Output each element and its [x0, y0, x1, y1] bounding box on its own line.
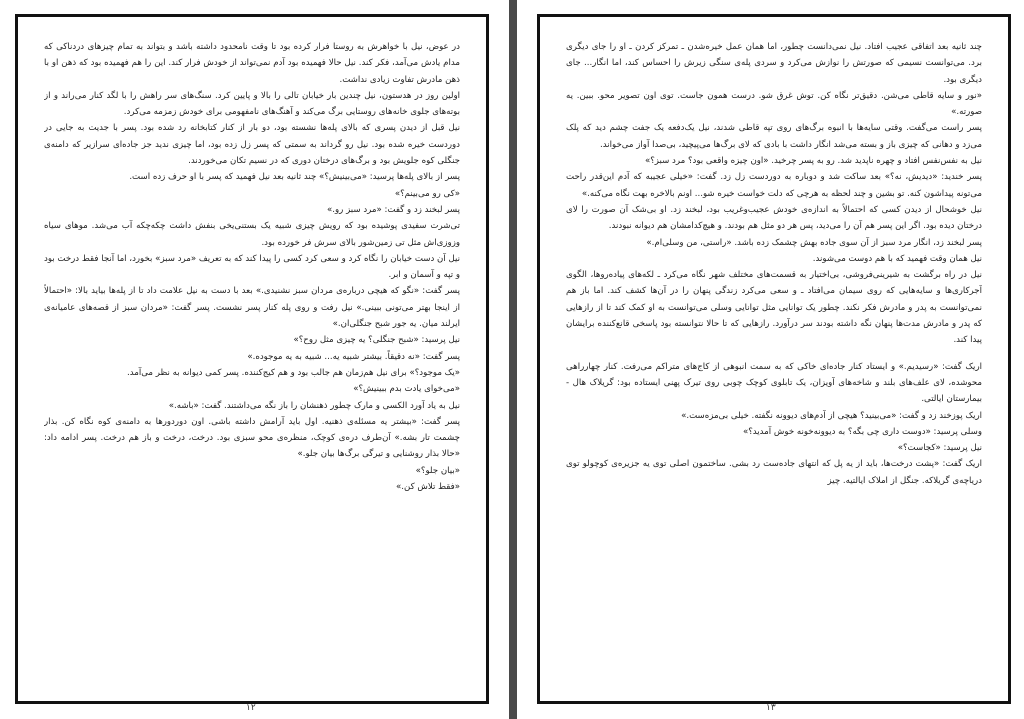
paragraph: وسلی پرسید: «دوست داری چی بگه؟ به دیوونه‌خونه خوش آمدید؟» [742, 426, 982, 437]
paragraph: «نور و سایه قاطی می‌شن. دقیق‌تر نگاه کن. توش غرق شو. درست همون جاست. توی اون تصویر محو. ببین. یه صورته.» [566, 90, 982, 118]
right-page-number: ۱۳ [766, 703, 776, 713]
paragraph: پسر از بالای پله‌ها پرسید: «می‌بینیش؟» چند ثانیه بعد نیل فهمید که پسر با او حرف زده است. [129, 172, 460, 183]
paragraph: پسر گفت: «نگو که هیچی درباره‌ی مردان سبز نشنیدی.» بعد با دست به نیل علامت داد تا از پله‌ها بیاید بالا: «احتمالاً از اینجا بهتر می‌تونی ببینی.» نیل رفت و روی پله کنار پسر نشست. پسر گفت: «مردان سبز از قصه‌های عامیانه‌ی ایرلند میان. یه جور شبح جنگلی‌ان.» [44, 286, 460, 330]
paragraph: نیل خوشحال از دیدن کسی که احتمالاً به اندازه‌ی خودش عجیب‌وغریب بود، لبخند زد. او بی‌شک آن صورت را لای درختان دیده بود. اگر این پسر هم آن را می‌دید، پس هر دو مثل هم بودند. و هیچ‌کدامشان هم دیوانه نبودند. [566, 204, 982, 232]
left-page-text [44, 39, 460, 691]
paragraph: پسر گفت: «نه دقیقاً. بیشتر شبیه یه... شبیه به یه موجوده.» [247, 351, 460, 362]
paragraph: پسر گفت: «بیشتر یه مسئله‌ی ذهنیه. اول باید آرامش داشته باشی. اون دوردورها به دامنه‌ی کوه نگاه کن. بذار چشمت تار بشه.» آن‌طرف دره‌ی کوچک، منظره‌ی محو سبزی بود. درخت، درخت و باز هم درخت. پسر ادامه داد: «حالا بذار روشنایی و تیرگی برگ‌ها بیان جلو.» [44, 416, 460, 460]
paragraph: اریک گفت: «پشت درخت‌ها، باید از یه پل که انتهای جاده‌ست رد بشی. ساختمون اصلی توی یه جزیره‌ی کوچولو توی دریاچه‌ی گریلاکه. جنگل از املاک ایالتیه. چیز [566, 459, 982, 486]
paragraph: چند ثانیه بعد اتفاقی عجیب افتاد. نیل نمی‌دانست چطور، اما همان عمل خیره‌شدن ـ تمرکز کردن ـ او را جای دیگری برد. می‌توانست نسیمی که صورتش را نوازش می‌کرد و سردی پله‌ی سنگی زیرش را احساس کند، اما انگار... جای دیگری بود. [566, 42, 982, 85]
paragraph: در عوض، نیل با خواهرش به روستا فرار کرده بود تا وقت نامحدود داشته باشد و بتواند به تمام چیزهای دردناکی که مدام یادش می‌آمد، فکر کند. نیل حالا فهمیده بود آدم نمی‌تواند از خودش فرار کند. این را هم فهمیده بود که ذهن او با ذهن مادرش تفاوت زیادی نداشت. [44, 42, 460, 85]
left-page [15, 14, 489, 704]
paragraph: «یک موجود؟» برای نیل هم‌زمان هم جالب بود و هم کیج‌کننده. پسر کمی دیوانه به نظر می‌آمد. [127, 367, 460, 378]
paragraph: «فقط تلاش کن.» [396, 482, 460, 493]
paragraph: نیل پرسید: «کجاست؟» [897, 443, 982, 454]
paragraph: اریک پوزخند زد و گفت: «می‌بینید؟ هیچی از آدم‌های دیوونه نگفته. خیلی بی‌مزه‌ست.» [681, 410, 982, 421]
paragraph: پسر خندید: «دیدیش، نه؟» بعد ساکت شد و دوباره به دوردست زل زد. گفت: «خیلی عجیبه که آدم این‌قدر راحت می‌تونه پیداشون کنه. تو بشین و چند لحظه به هرچی که دلت خواست خیره شو... اونم بالاخره بهت نگاه می‌کنه.» [566, 172, 982, 199]
paragraph: «بیان جلو؟» [415, 465, 460, 476]
right-page-text [566, 39, 982, 691]
paragraph: پسر لبخند زد و گفت: «مرد سبز رو.» [327, 204, 460, 215]
book-spine [509, 0, 517, 719]
paragraph: نیل پرسید: «شبح جنگلی؟ یه چیزی مثل روح؟» [293, 335, 460, 346]
paragraph: پسر لبخند زد، انگار مرد سبز از آن سوی جاده بهش چشمک زده باشد. «راستی، من وسلی‌ام.» [646, 237, 982, 248]
paragraph: «می‌خوای یادت بدم ببینیش؟» [353, 384, 460, 395]
paragraph: اریک گفت: «رسیدیم.» و ایستاد کنار جاده‌ای خاکی که به سمت انبوهی از کاج‌های متراکم می‌رفت. کنار چهارراهی محوشده، لای علف‌های بلند و شاخه‌های آویزان، یک تابلوی کوچک چوبی روی تیرک پهنی ایستاده بود: گریلاک هال - بیمارستان ایالتی. [566, 361, 982, 405]
right-page [537, 14, 1011, 704]
paragraph: پسر راست می‌گفت. وقتی سایه‌ها با انبوه برگ‌های روی تپه قاطی شدند، نیل یک‌دفعه یک جفت چشم دید که پلک می‌زد و دهانی که چیزی باز و بسته می‌شد انگار داشت با بادی که لای برگ‌ها می‌پیچید، بی‌صدا آواز می‌خواند. [566, 123, 982, 150]
paragraph: «کی رو می‌بینم؟» [394, 188, 460, 199]
paragraph: نیل به یاد آورد الکسی و مارک چطور ذهنشان را باز نگه می‌داشتند. گفت: «باشه.» [168, 400, 460, 411]
paragraph: نیل به نفس‌نفس افتاد و چهره ناپدید شد. رو به پسر چرخید. «اون چیزه واقعی بود؟ مرد سبز؟» [644, 156, 982, 167]
paragraph: تی‌شرت سفیدی پوشیده بود که رویش چیزی شبیه یک بستنی‌یخی بنفش داشت چکه‌چکه آب می‌شد. موهای سیاه وزوزی‌اش مثل تی زمین‌شور بالای سرش فر خورده بود. [44, 221, 460, 248]
left-page-number: ۱۲ [246, 703, 256, 713]
paragraph: اولین روز در هدستون، نیل چندین بار خیابان تالی را بالا و پایین کرد. سنگ‌های سر راهش را با لگد کنار می‌راند و از بوته‌های جلوی خانه‌های روستایی برگ می‌کند و آهنگ‌های نامفهومی برای خودش زمزمه می‌کرد. [44, 90, 460, 118]
paragraph: نیل آن دست خیابان را نگاه کرد و سعی کرد کسی را پیدا کند که به تعریف «مرد سبز» بخورد، اما آنجا فقط درخت بود و تپه و آسمان و ابر. [44, 253, 460, 281]
paragraph: نیل در راه برگشت به شیرینی‌فروشی، بی‌اختیار به قسمت‌های مختلف شهر نگاه می‌کرد ـ لکه‌های پیاده‌روها، الگوی آجرکاری‌ها و سایه‌هایی که روی سیمان می‌افتاد ـ و سعی می‌کرد زندگی پنهان را در آن‌ها کشف کند. اما باز هم نمی‌توانست به پدر و مادرش فکر نکند. چطور یک توانایی مثل توانایی وسلی می‌توانست به او کمک کند تا از رازهایی که پدر و مادرش مدت‌ها پنهان نگه داشته بودند سر درآورد. رازهایی که تا حالا نتوانسته بود پاسخی قانع‌کننده برایشان پیدا کند. [566, 270, 982, 346]
paragraph: نیل همان وقت فهمید که با هم دوست می‌شوند. [812, 253, 982, 264]
paragraph: نیل قبل از دیدن پسری که بالای پله‌ها نشسته بود، دو بار از کنار کتابخانه رد شده بود. پسر با جدیت به جایی در دوردست خیره شده بود. نیل رو گرداند به سمتی که پسر زل زده بود، اما چیزی ندید جز جاده‌ای سرازیر که دامنه‌ی جنگلی کوه جلویش بود و برگ‌های درختان دوری که در نسیم تکان می‌خوردند. [44, 123, 460, 167]
